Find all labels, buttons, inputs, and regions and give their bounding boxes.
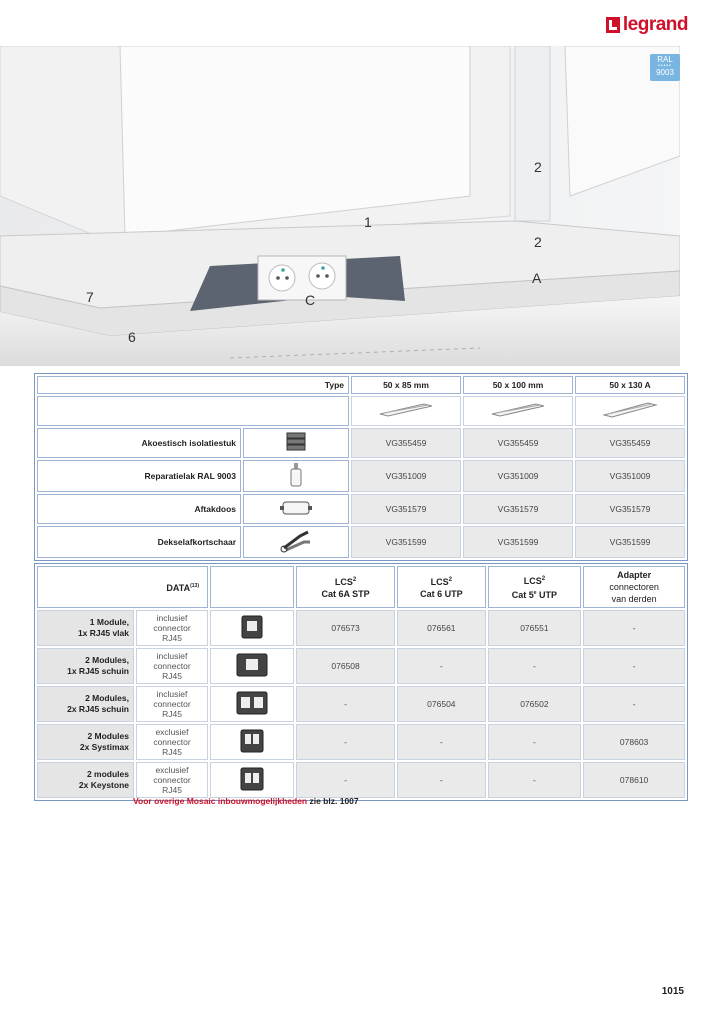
order-code: - [397, 724, 485, 760]
duct-profile-icon [376, 402, 436, 418]
col-line2: Cat 6A STP [321, 589, 370, 599]
order-code: 076502 [488, 686, 582, 722]
cross-reference-note [133, 796, 359, 806]
row-note [136, 762, 208, 798]
row-note [136, 648, 208, 684]
table-row [37, 610, 685, 646]
row-label: Aftakdoos [37, 494, 241, 524]
col-sup: 2 [448, 577, 453, 583]
note-line1: exclusief [155, 727, 189, 737]
rj45-module-icon [235, 689, 269, 717]
col-line1: LCS [523, 576, 542, 586]
row-label: Akoestisch isolatiestuk [37, 428, 241, 458]
data-footnote-ref: (13) [190, 583, 199, 589]
order-code: - [488, 762, 582, 798]
col-header-lcs-5e [488, 566, 582, 608]
row-note [136, 610, 208, 646]
data-header [37, 566, 208, 608]
order-code: VG351009 [575, 460, 685, 492]
note-line1: inclusief [156, 689, 188, 699]
row-image [243, 460, 349, 492]
col-header-lcs-6a [296, 566, 395, 608]
order-code: - [488, 724, 582, 760]
col-line1: LCS [430, 577, 449, 587]
row-image [210, 724, 294, 760]
table-row [37, 724, 685, 760]
ral-badge-dots: ••••• [658, 63, 672, 69]
row-label: Dekselafkortschaar [37, 526, 241, 558]
note-line3: RJ45 [162, 671, 182, 681]
note-line3: RJ45 [162, 747, 182, 757]
table-row [37, 526, 685, 558]
note-line1: exclusief [155, 765, 189, 775]
order-code: 076508 [296, 648, 395, 684]
row-label-line2: 2x Keystone [78, 780, 129, 790]
table-row [37, 494, 685, 524]
order-code: VG351009 [463, 460, 573, 492]
row-label-line2: 2x RJ45 schuin [67, 704, 129, 714]
cover-cutter-icon [278, 528, 314, 554]
order-code: - [583, 610, 685, 646]
order-code: 076561 [397, 610, 485, 646]
profile-row [37, 396, 685, 426]
brand-logo [606, 14, 688, 36]
order-code: - [583, 686, 685, 722]
note-line2: connector [153, 699, 191, 709]
col-line2: Cat 5 [511, 590, 534, 600]
row-image [243, 428, 349, 458]
junction-box-icon [279, 498, 313, 518]
note-line2: connector [153, 623, 191, 633]
order-code: VG351599 [575, 526, 685, 558]
note-line3: RJ45 [162, 709, 182, 719]
order-code: VG355459 [351, 428, 461, 458]
product-photo [0, 46, 680, 366]
duct-profile-icon [600, 401, 660, 419]
order-code: VG351579 [351, 494, 461, 524]
paint-bottle-icon [288, 462, 304, 488]
row-label-line1: 2 modules [86, 769, 129, 779]
row-label [37, 762, 134, 798]
row-label-line2: 2x Systimax [79, 742, 129, 752]
note-line3: RJ45 [162, 785, 182, 795]
table-row [37, 686, 685, 722]
rj45-module-icon [238, 613, 266, 641]
legrand-mark-icon [606, 17, 620, 33]
brand-name: legrand [622, 14, 688, 35]
data-header-row [37, 566, 685, 608]
row-label-line1: 1 Module, [89, 617, 129, 627]
profile-cell [463, 396, 573, 426]
order-code: VG355459 [463, 428, 573, 458]
row-label-line1: 2 Modules [87, 731, 129, 741]
acoustic-block-icon [284, 430, 308, 454]
cross-reference-link[interactable]: Voor overige Mosaic inbouwmogelijkheden [133, 796, 308, 806]
row-label-line1: 2 Modules, [85, 693, 129, 703]
row-image [210, 686, 294, 722]
order-code: VG355459 [575, 428, 685, 458]
order-code: VG351579 [575, 494, 685, 524]
callout-2-upper: 2 [534, 159, 542, 175]
profile-row-spacer [37, 396, 349, 426]
row-label-line2: 1x RJ45 schuin [67, 666, 129, 676]
rj45-module-icon [235, 651, 269, 679]
callout-a: A [532, 270, 542, 286]
ral-badge-line1: RAL [657, 55, 673, 64]
callout-7: 7 [86, 289, 94, 305]
data-label: DATA [166, 583, 191, 593]
row-image [210, 762, 294, 798]
order-code: 076551 [488, 610, 582, 646]
row-note [136, 724, 208, 760]
row-label [37, 648, 134, 684]
col-line2: connectoren [609, 582, 659, 592]
order-code: 078603 [583, 724, 685, 760]
col-header-lcs-6 [397, 566, 485, 608]
col-line3: UTP [536, 590, 558, 600]
row-label-line2: 1x RJ45 vlak [77, 628, 129, 638]
row-label-line1: 2 Modules, [85, 655, 129, 665]
callout-c: C [305, 292, 316, 308]
keystone-module-icon [238, 765, 266, 793]
table-row [37, 460, 685, 492]
table-row [37, 762, 685, 798]
page-number: 1015 [661, 986, 684, 997]
table-row [37, 428, 685, 458]
row-label [37, 610, 134, 646]
order-code: - [296, 724, 395, 760]
row-note [136, 686, 208, 722]
order-code: - [488, 648, 582, 684]
table-row [37, 648, 685, 684]
col-line3: van derden [611, 594, 657, 604]
order-code: VG351009 [351, 460, 461, 492]
order-code: - [397, 648, 485, 684]
col-sup: 2 [541, 576, 546, 582]
row-label [37, 724, 134, 760]
callout-1: 1 [364, 214, 372, 230]
ral-color-badge [650, 54, 680, 81]
row-image [210, 648, 294, 684]
accessories-header-row [37, 376, 685, 394]
col-header: 50 x 100 mm [463, 376, 573, 394]
type-label: Type [37, 376, 349, 394]
data-modules-table [34, 563, 688, 801]
note-line1: inclusief [156, 613, 188, 623]
cross-reference-page: zie blz. 1007 [307, 796, 359, 806]
col-header-adapter [583, 566, 685, 608]
callout-2-lower: 2 [534, 234, 542, 250]
col-sup2: e [533, 590, 537, 596]
note-line2: connector [153, 737, 191, 747]
order-code: 078610 [583, 762, 685, 798]
note-line2: connector [153, 775, 191, 785]
duct-profile-icon [488, 402, 548, 418]
order-code: VG351599 [463, 526, 573, 558]
image-header-spacer [210, 566, 294, 608]
order-code: VG351599 [351, 526, 461, 558]
col-line1: Adapter [617, 570, 652, 580]
col-sup: 2 [352, 577, 357, 583]
row-label [37, 686, 134, 722]
order-code: - [296, 686, 395, 722]
order-code: VG351579 [463, 494, 573, 524]
profile-cell [351, 396, 461, 426]
col-line2: Cat 6 UTP [420, 589, 463, 599]
order-code: - [583, 648, 685, 684]
order-code: 076504 [397, 686, 485, 722]
note-line1: inclusief [156, 651, 188, 661]
row-image [210, 610, 294, 646]
systimax-module-icon [238, 727, 266, 755]
accessories-table [34, 373, 688, 561]
order-code: - [397, 762, 485, 798]
note-line2: connector [153, 661, 191, 671]
row-label: Reparatielak RAL 9003 [37, 460, 241, 492]
order-code: - [296, 762, 395, 798]
note-line3: RJ45 [162, 633, 182, 643]
callout-6: 6 [128, 329, 136, 345]
col-line1: LCS [334, 577, 353, 587]
row-image [243, 526, 349, 558]
row-image [243, 494, 349, 524]
col-header: 50 x 85 mm [351, 376, 461, 394]
profile-cell [575, 396, 685, 426]
ral-badge-line2: 9003 [656, 68, 674, 77]
order-code: 076573 [296, 610, 395, 646]
col-header: 50 x 130 A [575, 376, 685, 394]
